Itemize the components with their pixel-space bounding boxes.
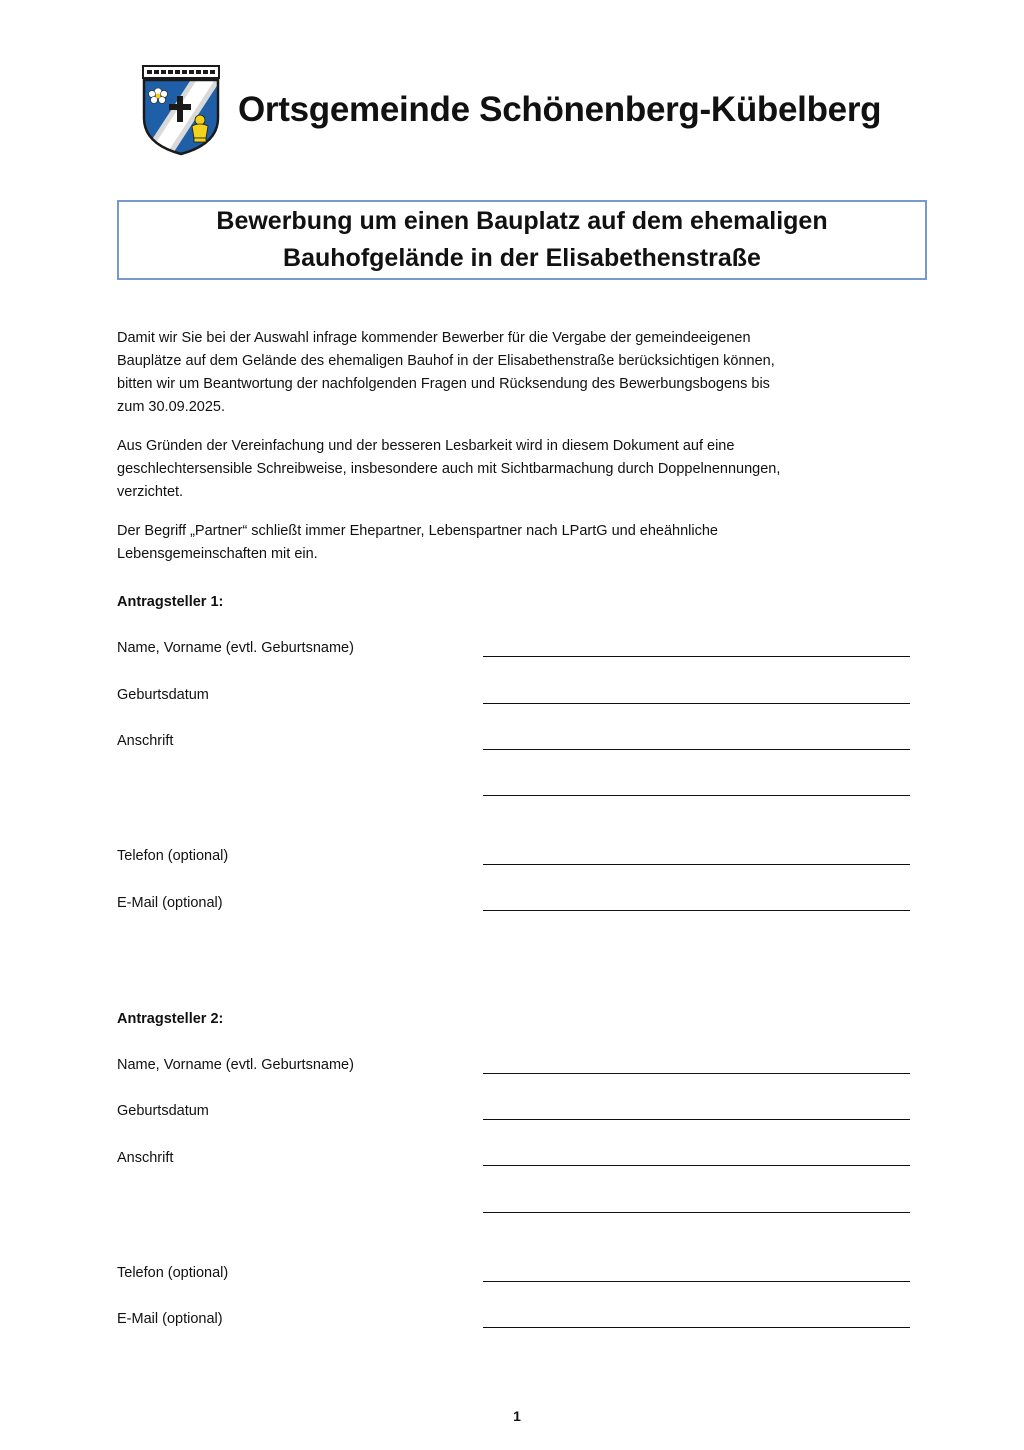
applicant-1-heading: Antragsteller 1: bbox=[117, 594, 224, 610]
applicant-2-email-label: E-Mail (optional) bbox=[117, 1311, 223, 1327]
document-title-line-1: Bewerbung um einen Bauplatz auf dem ehemaligen bbox=[216, 207, 828, 235]
applicant-1-phone-field[interactable] bbox=[483, 864, 910, 865]
applicant-1-birthdate-field[interactable] bbox=[483, 703, 910, 704]
document-header bbox=[140, 64, 881, 156]
applicant-2-email-field[interactable] bbox=[483, 1327, 910, 1328]
applicant-2-address-label: Anschrift bbox=[117, 1150, 174, 1166]
municipality-name: Ortsgemeinde Schönenberg-Kübelberg bbox=[238, 90, 882, 129]
applicant-2-address-field-line-1[interactable] bbox=[483, 1165, 910, 1166]
applicant-2-heading: Antragsteller 2: bbox=[117, 1011, 224, 1027]
document-title-line-2: Bauhofgelände in der Elisabethenstraße bbox=[283, 244, 761, 272]
applicant-1-address-field-line-2[interactable] bbox=[483, 795, 910, 796]
coat-of-arms-logo bbox=[140, 64, 222, 156]
intro-paragraph-3: Der Begriff „Partner“ schließt immer Ehepartner, Lebenspartner nach LPartG und eheähnliche Lebensgemeinschaften mit ein. bbox=[117, 523, 718, 562]
applicant-2-address-field-line-2[interactable] bbox=[483, 1212, 910, 1213]
intro-paragraph-2: Aus Gründen der Vereinfachung und der besseren Lesbarkeit wird in diesem Dokument auf eine geschlechtersensible Schreibweise, insbesondere auch mit Sichtbarmachung durch Doppelnennungen, verzichtet. bbox=[117, 438, 781, 500]
applicant-2-birthdate-field[interactable] bbox=[483, 1119, 910, 1120]
applicant-1-birthdate-label: Geburtsdatum bbox=[117, 687, 209, 703]
applicant-2-phone-label: Telefon (optional) bbox=[117, 1265, 229, 1281]
applicant-1-name-field[interactable] bbox=[483, 656, 910, 657]
applicant-1-name-label: Name, Vorname (evtl. Geburtsname) bbox=[117, 640, 354, 656]
document-title-box bbox=[117, 200, 927, 280]
applicant-2-phone-field[interactable] bbox=[483, 1281, 910, 1282]
intro-paragraph-1: Damit wir Sie bei der Auswahl infrage kommender Bewerber für die Vergabe der gemeindeeigenen Bauplätze auf dem Gelände des ehemaligen Bauhof in der Elisabethenstraße berücksichtigen können, bitten wir um Beantwortung der nachfolgenden Fragen und Rücksendung des Bewerbungsbogens bis zum 30.09.2025. bbox=[117, 330, 775, 415]
page-number: 1 bbox=[513, 1408, 521, 1424]
applicant-2-birthdate-label: Geburtsdatum bbox=[117, 1103, 209, 1119]
applicant-1-phone-label: Telefon (optional) bbox=[117, 848, 229, 864]
applicant-1-email-field[interactable] bbox=[483, 910, 910, 911]
applicant-1-email-label: E-Mail (optional) bbox=[117, 895, 223, 911]
intro-text bbox=[117, 327, 917, 582]
applicant-2-name-field[interactable] bbox=[483, 1073, 910, 1074]
applicant-1-address-label: Anschrift bbox=[117, 733, 174, 749]
applicant-2-name-label: Name, Vorname (evtl. Geburtsname) bbox=[117, 1057, 354, 1073]
applicant-1-address-field-line-1[interactable] bbox=[483, 749, 910, 750]
